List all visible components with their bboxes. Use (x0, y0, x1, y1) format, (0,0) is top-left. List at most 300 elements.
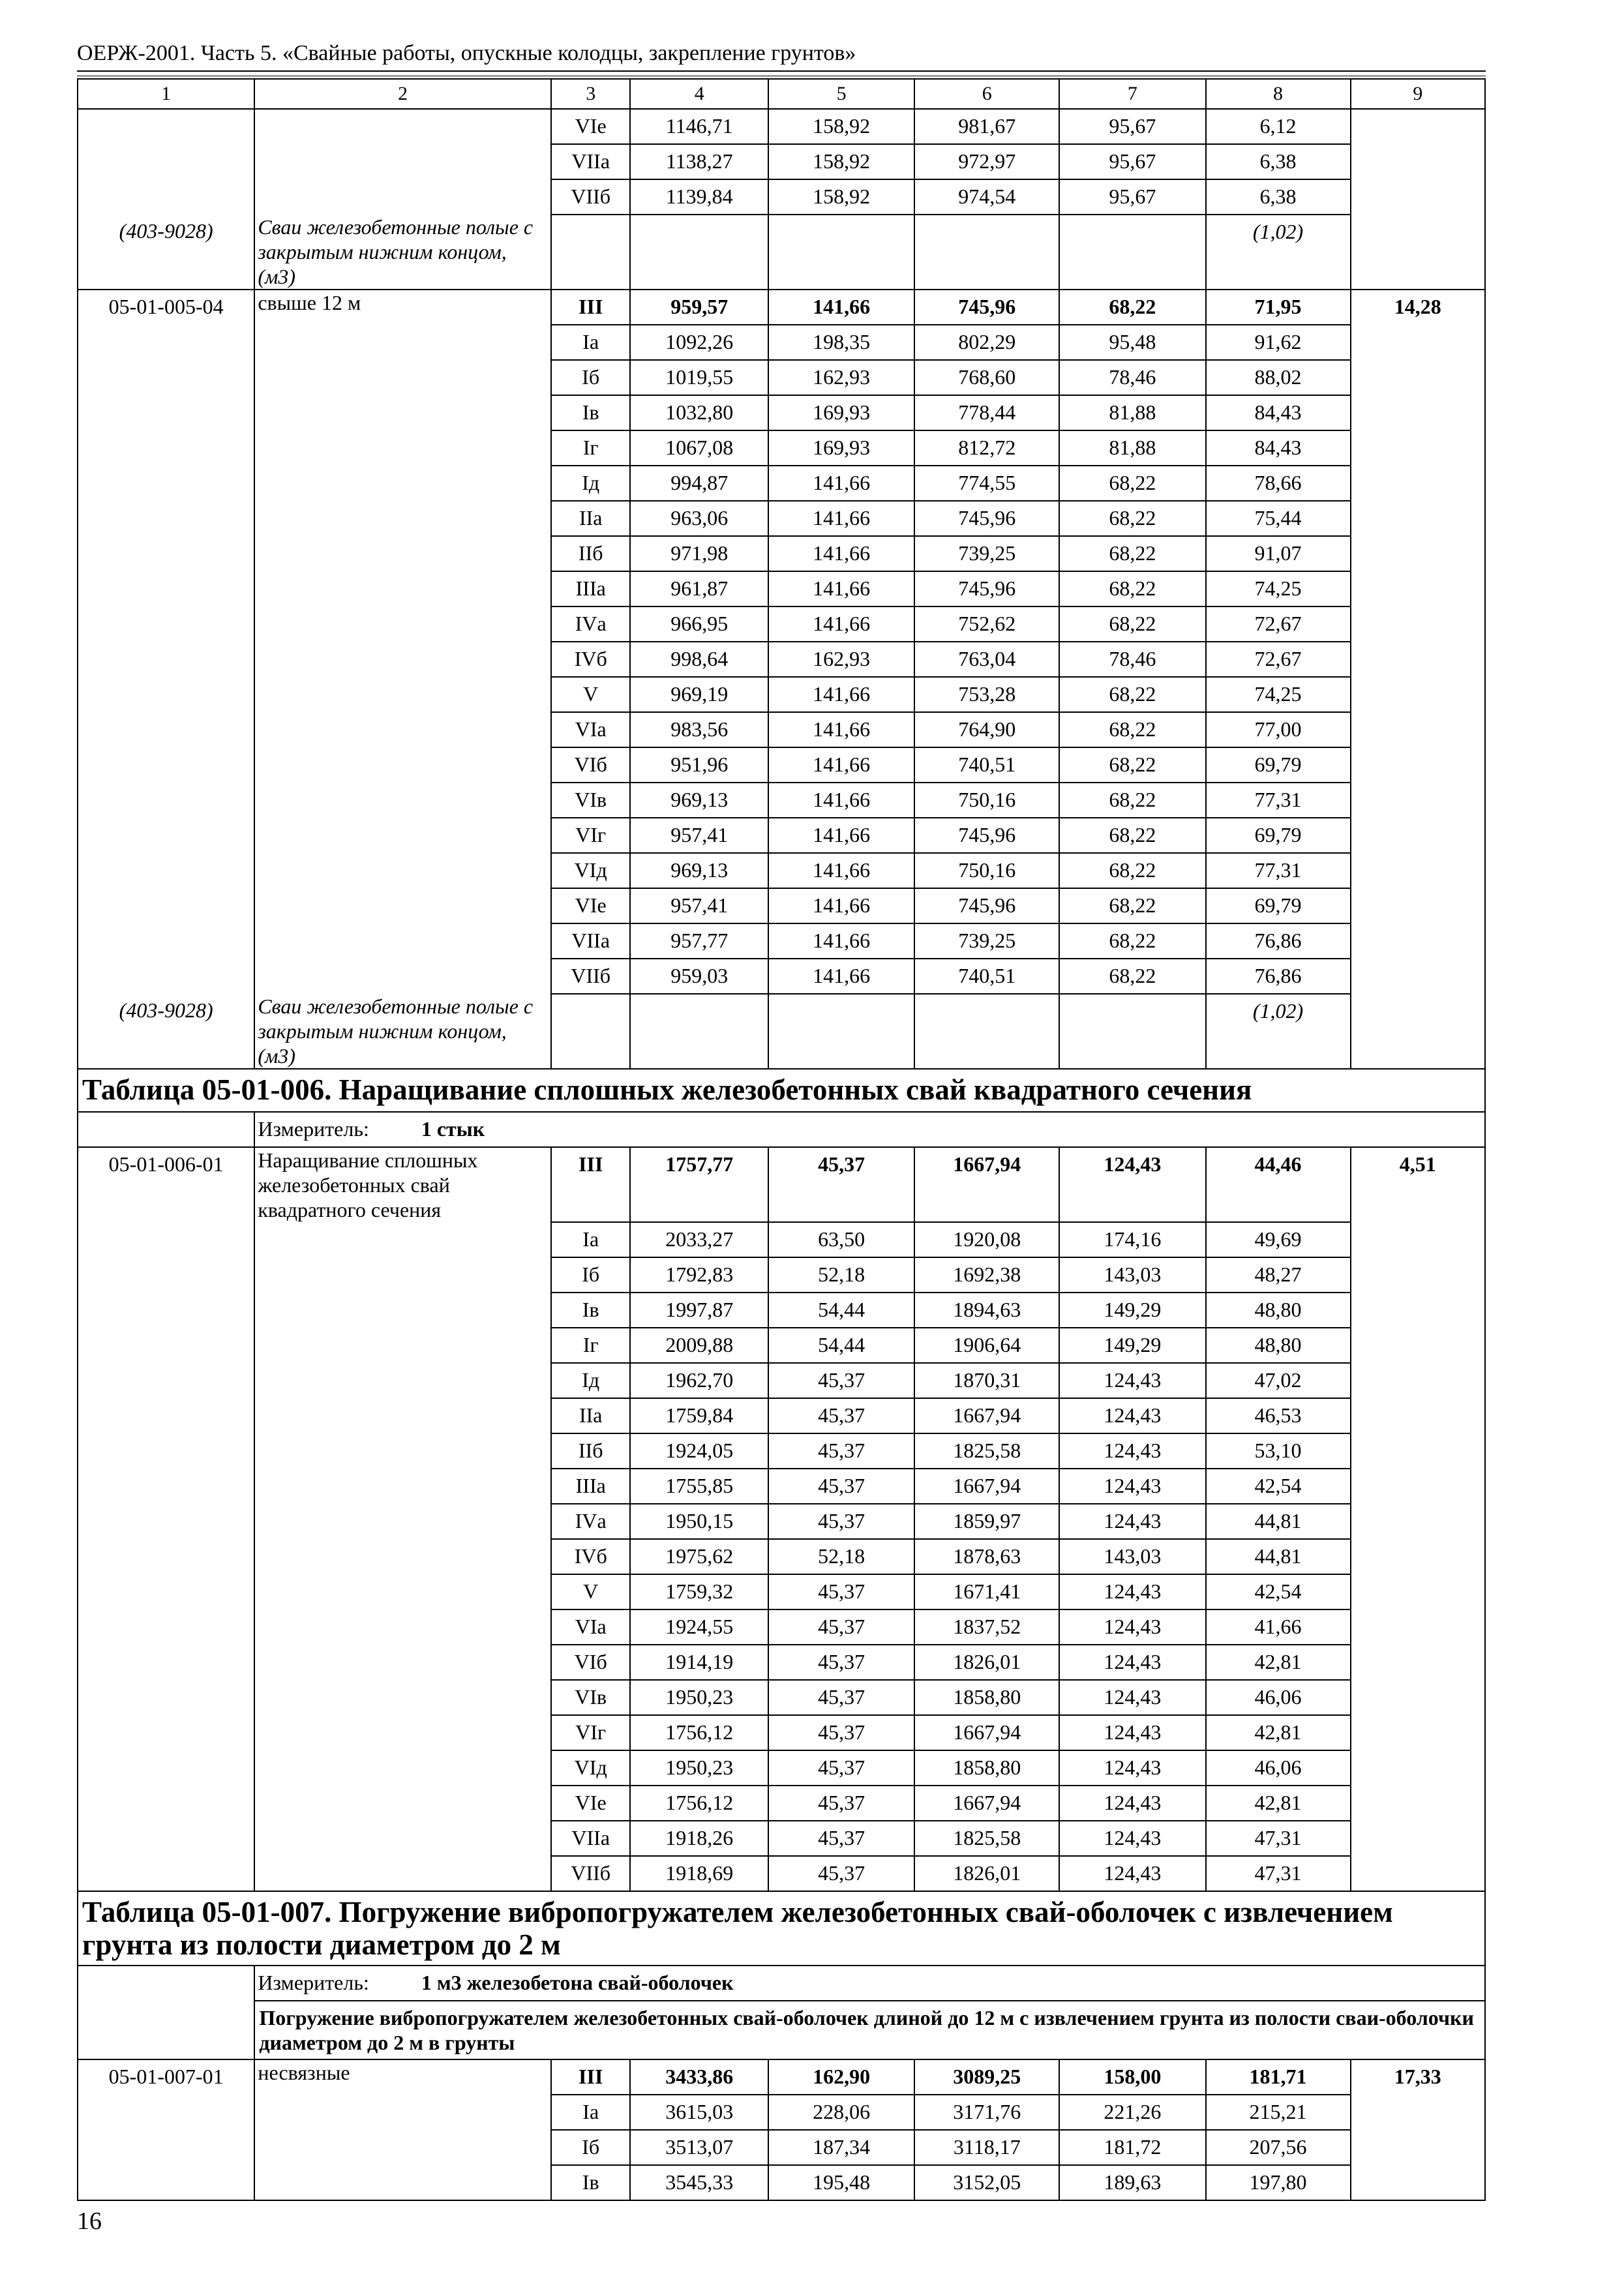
zone-cell: IIIа (551, 571, 631, 606)
value-cell: 141,66 (768, 501, 914, 536)
column-number: 1 (78, 79, 254, 109)
value-cell: 181,72 (1059, 2130, 1205, 2165)
empty-cell (1059, 994, 1205, 1069)
table-row (78, 1147, 1485, 1222)
value-cell: 961,87 (630, 571, 768, 606)
value-cell: 207,56 (1206, 2130, 1351, 2165)
value-cell: 95,67 (1059, 109, 1205, 144)
value-cell: 124,43 (1059, 1398, 1205, 1433)
value-cell: 1759,32 (630, 1574, 768, 1609)
description-cell (254, 923, 551, 959)
value-cell: 1894,63 (914, 1293, 1059, 1328)
table-row (78, 325, 1485, 360)
description-cell (254, 536, 551, 571)
value-cell: 1997,87 (630, 1293, 768, 1328)
value-cell: 124,43 (1059, 1856, 1205, 1891)
value-cell: 81,88 (1059, 430, 1205, 466)
table-row (78, 1574, 1485, 1609)
value-cell: 1878,63 (914, 1539, 1059, 1574)
value-cell: 1759,84 (630, 1398, 768, 1433)
code-cell (78, 144, 254, 179)
description-cell (254, 1856, 551, 1891)
value-cell: 45,37 (768, 1821, 914, 1856)
table-row (78, 1433, 1485, 1469)
value-cell: 1692,38 (914, 1257, 1059, 1293)
value-cell: 195,48 (768, 2165, 914, 2200)
code-cell (78, 642, 254, 677)
table-row (78, 1222, 1485, 1257)
value-cell: 3171,76 (914, 2095, 1059, 2130)
table-row (78, 466, 1485, 501)
col9-cell (1351, 430, 1485, 466)
value-cell: 68,22 (1059, 606, 1205, 642)
code-cell (78, 430, 254, 466)
zone-cell: VIIб (551, 959, 631, 994)
value-cell: 158,00 (1059, 2059, 1205, 2095)
col9-cell (1351, 1293, 1485, 1328)
value-cell: 1667,94 (914, 1147, 1059, 1222)
value-cell: 124,43 (1059, 1715, 1205, 1750)
table-row (78, 888, 1485, 923)
col9-cell (1351, 1363, 1485, 1398)
zone-cell: IIб (551, 1433, 631, 1469)
zone-cell: Iб (551, 2130, 631, 2165)
value-cell: 981,67 (914, 109, 1059, 144)
value-cell: 957,41 (630, 888, 768, 923)
value-cell: 72,67 (1206, 642, 1351, 677)
value-cell: 1906,64 (914, 1328, 1059, 1363)
description-cell (254, 501, 551, 536)
description-cell (254, 606, 551, 642)
value-cell: 42,81 (1206, 1715, 1351, 1750)
value-cell: 141,66 (768, 466, 914, 501)
value-cell: 47,31 (1206, 1821, 1351, 1856)
value-cell: 124,43 (1059, 1609, 1205, 1645)
table-row (78, 959, 1485, 994)
code-cell (78, 1433, 254, 1469)
value-cell: 124,43 (1059, 1469, 1205, 1504)
table-row (78, 818, 1485, 853)
code-cell (78, 501, 254, 536)
value-cell: 44,81 (1206, 1504, 1351, 1539)
description-cell (254, 1469, 551, 1504)
code-cell (78, 1609, 254, 1645)
value-cell: 745,96 (914, 290, 1059, 325)
value-cell: 1950,23 (630, 1750, 768, 1786)
table-row (78, 1539, 1485, 1574)
value-cell: 45,37 (768, 1750, 914, 1786)
table-row (78, 1469, 1485, 1504)
value-cell: 189,63 (1059, 2165, 1205, 2200)
table-row (78, 109, 1485, 144)
description-cell (254, 430, 551, 466)
description-cell (254, 2095, 551, 2130)
code-cell (78, 1398, 254, 1433)
code-cell (78, 747, 254, 783)
value-cell: 957,77 (630, 923, 768, 959)
value-cell: 91,62 (1206, 325, 1351, 360)
value-cell: 75,44 (1206, 501, 1351, 536)
value-cell: 141,66 (768, 888, 914, 923)
col9-cell (1351, 712, 1485, 747)
code-cell (78, 1645, 254, 1680)
value-cell: 68,22 (1059, 923, 1205, 959)
column-number-row (78, 79, 1485, 109)
value-cell: 745,96 (914, 818, 1059, 853)
table-row (78, 290, 1485, 325)
description-cell (254, 466, 551, 501)
empty-cell (1351, 994, 1485, 1069)
value-cell: 750,16 (914, 783, 1059, 818)
column-number: 7 (1059, 79, 1205, 109)
value-cell: 994,87 (630, 466, 768, 501)
zone-cell: VIг (551, 1715, 631, 1750)
value-cell: 52,18 (768, 1539, 914, 1574)
zone-cell: VIд (551, 1750, 631, 1786)
empty-cell (1351, 215, 1485, 290)
zone-cell: Iг (551, 430, 631, 466)
code-cell (78, 2095, 254, 2130)
value-cell: 1138,27 (630, 144, 768, 179)
value-cell: 47,02 (1206, 1363, 1351, 1398)
col9-cell (1351, 109, 1485, 144)
zone-cell: VIб (551, 1645, 631, 1680)
zone-cell: Iв (551, 395, 631, 430)
col9-cell (1351, 144, 1485, 179)
value-cell: 141,66 (768, 959, 914, 994)
value-cell: 124,43 (1059, 1504, 1205, 1539)
value-cell: 1826,01 (914, 1645, 1059, 1680)
value-cell: 1950,15 (630, 1504, 768, 1539)
table-row (78, 1645, 1485, 1680)
table-title: Таблица 05-01-006. Наращивание сплошных железобетонных свай квадратного сечения (78, 1069, 1485, 1112)
table-row (78, 1856, 1485, 1891)
zone-cell: VIIа (551, 1821, 631, 1856)
col9-value: 17,33 (1351, 2059, 1485, 2095)
code-cell (78, 466, 254, 501)
value-cell: 48,80 (1206, 1293, 1351, 1328)
value-cell: 1756,12 (630, 1715, 768, 1750)
description-cell (254, 325, 551, 360)
value-cell: 69,79 (1206, 747, 1351, 783)
code-cell (78, 1539, 254, 1574)
table-body (78, 79, 1485, 2200)
table-row (78, 2059, 1485, 2095)
zone-cell: IVа (551, 606, 631, 642)
table-row (78, 1786, 1485, 1821)
value-cell: 81,88 (1059, 395, 1205, 430)
description-cell (254, 1539, 551, 1574)
header-rule (77, 70, 1486, 72)
value-cell: 124,43 (1059, 1147, 1205, 1222)
value-cell: 68,22 (1059, 818, 1205, 853)
value-cell: 764,90 (914, 712, 1059, 747)
value-cell: 959,03 (630, 959, 768, 994)
code-cell (78, 360, 254, 395)
rate-code: 05-01-007-01 (78, 2059, 254, 2095)
table-row (78, 1398, 1485, 1433)
measure-label: Измеритель: (258, 1971, 369, 1994)
zone-cell: III (551, 290, 631, 325)
code-cell (78, 1786, 254, 1821)
col9-cell (1351, 959, 1485, 994)
code-cell (78, 2130, 254, 2165)
empty-cell (78, 2001, 254, 2059)
value-cell: 76,86 (1206, 923, 1351, 959)
value-cell: 141,66 (768, 290, 914, 325)
column-number: 4 (630, 79, 768, 109)
value-cell: 77,31 (1206, 783, 1351, 818)
value-cell: 141,66 (768, 818, 914, 853)
table-row (78, 1293, 1485, 1328)
description-cell (254, 2165, 551, 2200)
col9-cell (1351, 1398, 1485, 1433)
value-cell: 48,27 (1206, 1257, 1351, 1293)
zone-cell: VIд (551, 853, 631, 888)
value-cell: 740,51 (914, 747, 1059, 783)
description-cell (254, 677, 551, 712)
value-cell: 1859,97 (914, 1504, 1059, 1539)
value-cell: 1825,58 (914, 1433, 1059, 1469)
value-cell: 84,43 (1206, 430, 1351, 466)
value-cell: 1792,83 (630, 1257, 768, 1293)
description-cell (254, 144, 551, 179)
code-cell (78, 179, 254, 215)
value-cell: 41,66 (1206, 1609, 1351, 1645)
value-cell: 745,96 (914, 571, 1059, 606)
note-value: (1,02) (1206, 994, 1351, 1069)
value-cell: 1924,05 (630, 1433, 768, 1469)
zone-cell: III (551, 2059, 631, 2095)
zone-cell: Iа (551, 2095, 631, 2130)
value-cell: 3615,03 (630, 2095, 768, 2130)
zone-cell: VIIб (551, 1856, 631, 1891)
col9-cell (1351, 1574, 1485, 1609)
value-cell: 162,93 (768, 360, 914, 395)
value-cell: 957,41 (630, 818, 768, 853)
table-row (78, 1680, 1485, 1715)
code-cell (78, 1574, 254, 1609)
note-value: (1,02) (1206, 215, 1351, 290)
value-cell: 124,43 (1059, 1574, 1205, 1609)
description-cell (254, 1609, 551, 1645)
empty-cell (630, 215, 768, 290)
empty-cell (914, 215, 1059, 290)
value-cell: 78,66 (1206, 466, 1351, 501)
code-cell (78, 2165, 254, 2200)
code-cell (78, 1856, 254, 1891)
value-cell: 198,35 (768, 325, 914, 360)
col9-value: 14,28 (1351, 290, 1485, 325)
col9-cell (1351, 606, 1485, 642)
value-cell: 162,93 (768, 642, 914, 677)
table-row (78, 1715, 1485, 1750)
value-cell: 974,54 (914, 179, 1059, 215)
col9-cell (1351, 1715, 1485, 1750)
zone-cell: IVа (551, 1504, 631, 1539)
value-cell: 969,13 (630, 853, 768, 888)
description-cell (254, 1715, 551, 1750)
value-cell: 998,64 (630, 642, 768, 677)
value-cell: 45,37 (768, 1363, 914, 1398)
table-row (78, 1821, 1485, 1856)
zone-cell: VIв (551, 1680, 631, 1715)
value-cell: 141,66 (768, 606, 914, 642)
measure-row (78, 1112, 1485, 1147)
value-cell: 3513,07 (630, 2130, 768, 2165)
value-cell: 44,81 (1206, 1539, 1351, 1574)
value-cell: 1858,80 (914, 1680, 1059, 1715)
table-row (78, 144, 1485, 179)
zone-cell: IIа (551, 501, 631, 536)
col9-cell (1351, 2165, 1485, 2200)
table-row (78, 783, 1485, 818)
code-cell (78, 1363, 254, 1398)
value-cell: 143,03 (1059, 1539, 1205, 1574)
description-cell (254, 109, 551, 144)
value-cell: 68,22 (1059, 747, 1205, 783)
value-cell: 46,53 (1206, 1398, 1351, 1433)
value-cell: 124,43 (1059, 1821, 1205, 1856)
zone-cell: IIIа (551, 1469, 631, 1504)
note-description (254, 215, 551, 290)
value-cell: 750,16 (914, 853, 1059, 888)
zone-cell: VIе (551, 109, 631, 144)
value-cell: 48,80 (1206, 1328, 1351, 1363)
value-cell: 69,79 (1206, 888, 1351, 923)
code-cell (78, 818, 254, 853)
value-cell: 745,96 (914, 501, 1059, 536)
value-cell: 44,46 (1206, 1147, 1351, 1222)
value-cell: 1667,94 (914, 1398, 1059, 1433)
col9-cell (1351, 923, 1485, 959)
col9-cell (1351, 1645, 1485, 1680)
description-cell (254, 179, 551, 215)
value-cell: 141,66 (768, 853, 914, 888)
value-cell: 68,22 (1059, 536, 1205, 571)
table-row (78, 923, 1485, 959)
code-cell (78, 888, 254, 923)
table-row (78, 571, 1485, 606)
value-cell: 3545,33 (630, 2165, 768, 2200)
value-cell: 1975,62 (630, 1539, 768, 1574)
value-cell: 969,19 (630, 677, 768, 712)
note-code (78, 215, 254, 290)
value-cell: 221,26 (1059, 2095, 1205, 2130)
value-cell: 95,67 (1059, 144, 1205, 179)
description-cell (254, 1750, 551, 1786)
code-cell (78, 853, 254, 888)
value-cell: 1067,08 (630, 430, 768, 466)
note-description (254, 994, 551, 1069)
value-cell: 74,25 (1206, 677, 1351, 712)
value-cell: 53,10 (1206, 1433, 1351, 1469)
value-cell: 169,93 (768, 395, 914, 430)
value-cell: 124,43 (1059, 1680, 1205, 1715)
description-cell (254, 1504, 551, 1539)
table-title: Таблица 05-01-007. Погружение вибропогружателем железобетонных свай-оболочек с извлечением грунта из полости диаметром до 2 м (78, 1891, 1485, 1966)
value-cell: 72,67 (1206, 606, 1351, 642)
col9-cell (1351, 1680, 1485, 1715)
zone-cell: VIIб (551, 179, 631, 215)
description-cell (254, 1222, 551, 1257)
value-cell: 778,44 (914, 395, 1059, 430)
description-cell (254, 1786, 551, 1821)
description-cell (254, 1363, 551, 1398)
table-row (78, 1363, 1485, 1398)
col9-cell (1351, 360, 1485, 395)
zone-cell: Iа (551, 1222, 631, 1257)
measure-row (78, 1966, 1485, 2001)
value-cell: 68,22 (1059, 501, 1205, 536)
value-cell: 1139,84 (630, 179, 768, 215)
code-cell (78, 606, 254, 642)
value-cell: 739,25 (914, 536, 1059, 571)
value-cell: 971,98 (630, 536, 768, 571)
description-cell (254, 853, 551, 888)
zone-cell: IVб (551, 642, 631, 677)
value-cell: 45,37 (768, 1433, 914, 1469)
table-row (78, 1609, 1485, 1645)
zone-cell: VIIа (551, 923, 631, 959)
rate-code: 05-01-006-01 (78, 1147, 254, 1222)
col9-cell (1351, 1328, 1485, 1363)
description-cell (254, 642, 551, 677)
table-row (78, 360, 1485, 395)
value-cell: 141,66 (768, 923, 914, 959)
table-row (78, 179, 1485, 215)
page-number: 16 (77, 2207, 102, 2235)
rates-table (77, 78, 1486, 2201)
value-cell: 1756,12 (630, 1786, 768, 1821)
value-cell: 162,90 (768, 2059, 914, 2095)
value-cell: 1870,31 (914, 1363, 1059, 1398)
col9-cell (1351, 2095, 1485, 2130)
value-cell: 76,86 (1206, 959, 1351, 994)
value-cell: 739,25 (914, 923, 1059, 959)
value-cell: 802,29 (914, 325, 1059, 360)
col9-cell (1351, 783, 1485, 818)
document-header: ОЕРЖ-2001. Часть 5. «Свайные работы, опускные колодцы, закрепление грунтов» (77, 41, 856, 65)
column-number: 3 (551, 79, 631, 109)
value-cell: 141,66 (768, 677, 914, 712)
zone-cell: VIа (551, 1609, 631, 1645)
description-cell (254, 571, 551, 606)
empty-cell (768, 994, 914, 1069)
empty-cell (630, 994, 768, 1069)
code-cell (78, 1469, 254, 1504)
value-cell: 68,22 (1059, 888, 1205, 923)
value-cell: 54,44 (768, 1293, 914, 1328)
value-cell: 124,43 (1059, 1433, 1205, 1469)
col9-cell (1351, 536, 1485, 571)
description-cell (254, 783, 551, 818)
subheading-row (78, 2001, 1485, 2059)
value-cell: 1950,23 (630, 1680, 768, 1715)
value-cell: 812,72 (914, 430, 1059, 466)
value-cell: 47,31 (1206, 1856, 1351, 1891)
zone-cell: Iв (551, 1293, 631, 1328)
description-cell (254, 2130, 551, 2165)
description-cell (254, 1398, 551, 1433)
table-row (78, 606, 1485, 642)
code-cell (78, 1750, 254, 1786)
zone-cell: Iб (551, 1257, 631, 1293)
zone-cell: VIе (551, 888, 631, 923)
value-cell: 966,95 (630, 606, 768, 642)
empty-cell (78, 1112, 254, 1147)
table-row (78, 430, 1485, 466)
